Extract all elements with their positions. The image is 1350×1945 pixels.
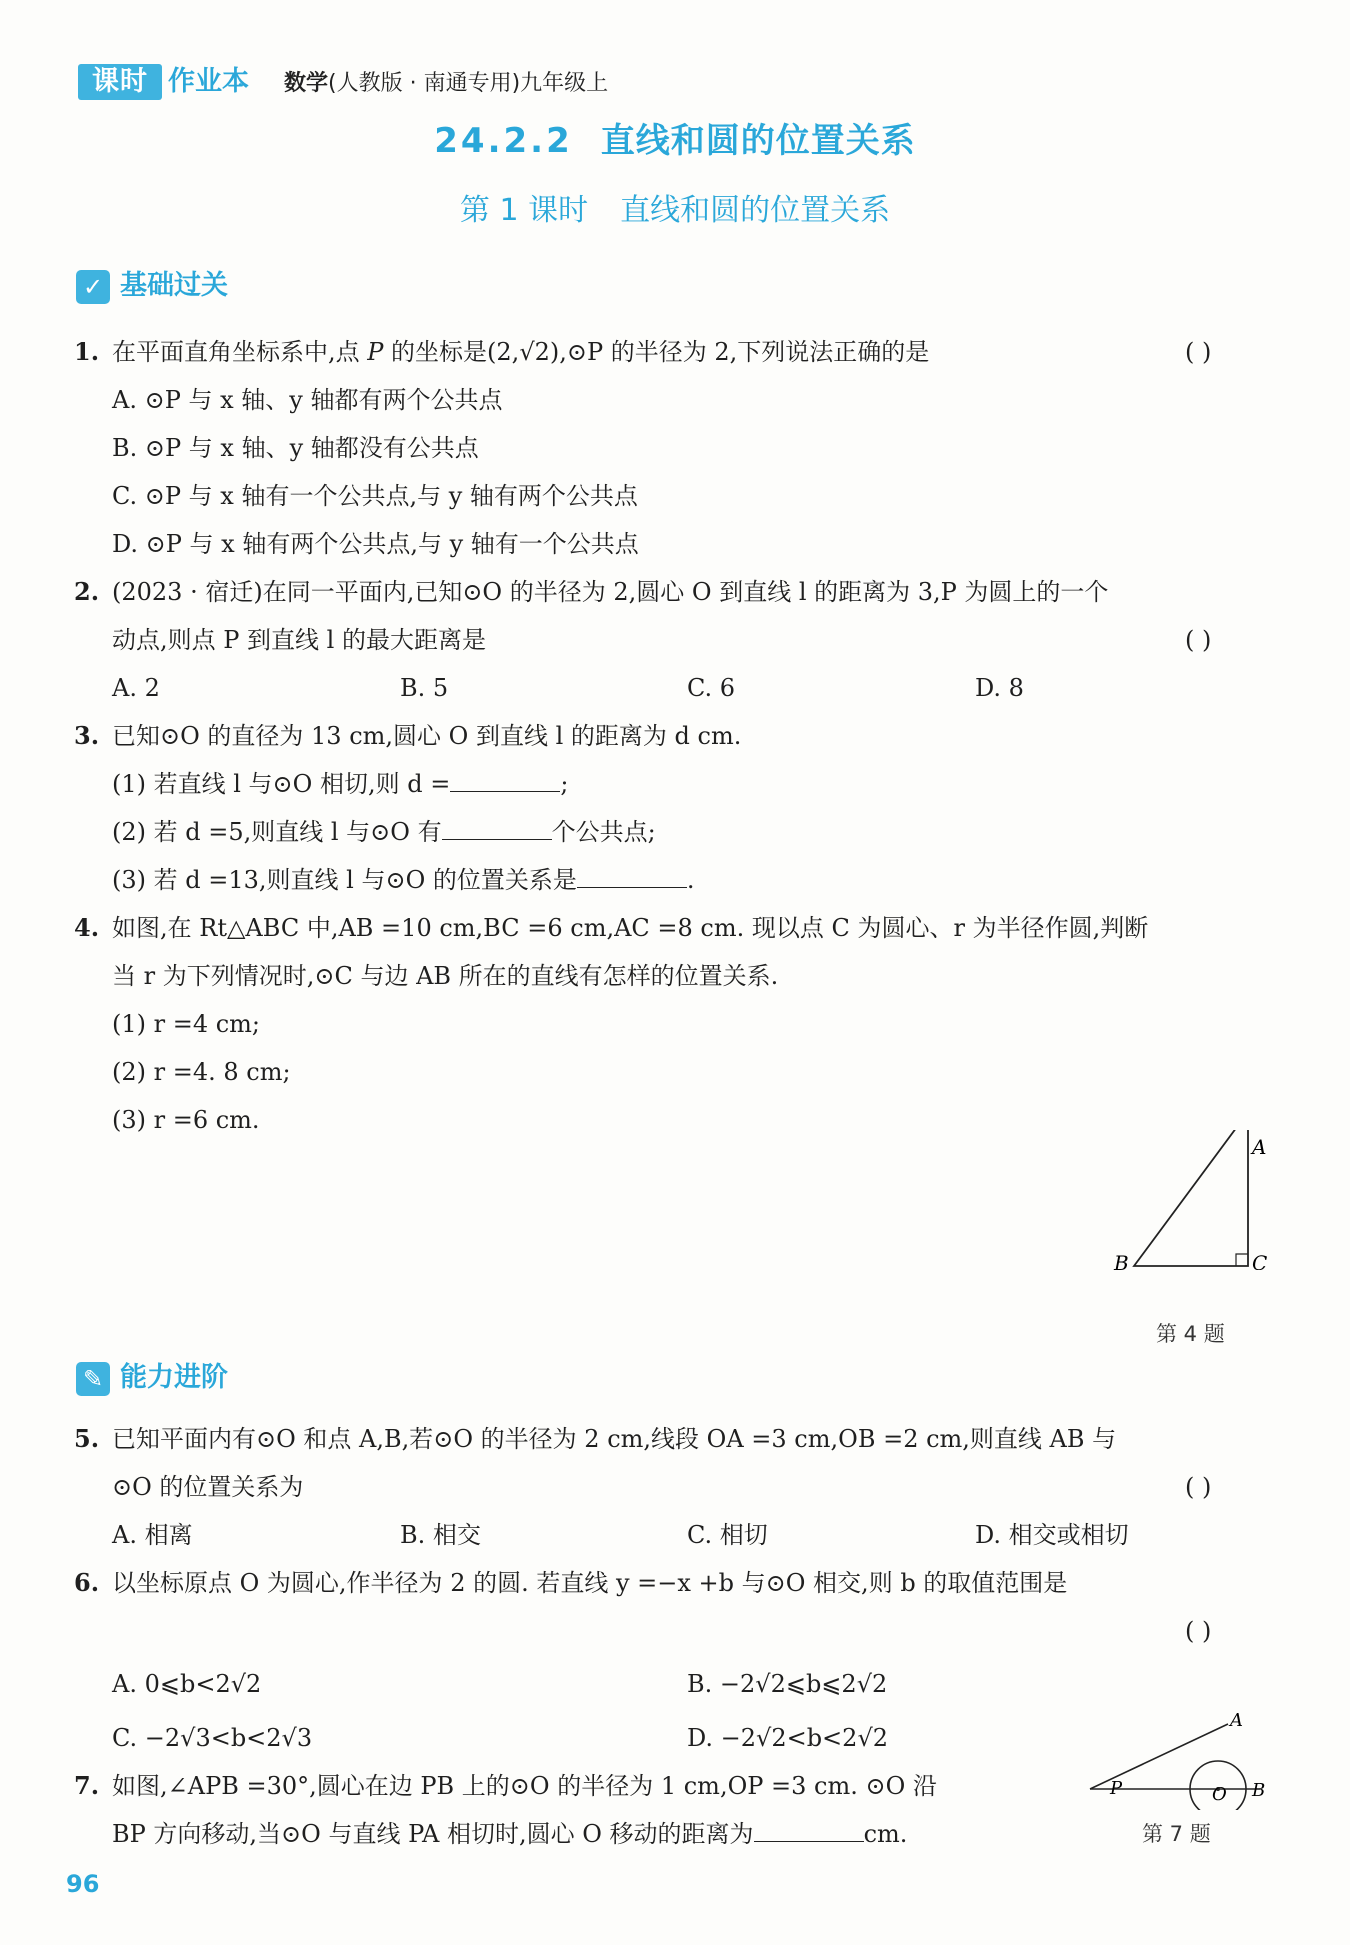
book-subtitle bbox=[284, 68, 608, 100]
q1-answer-paren: ( ) bbox=[1185, 338, 1212, 366]
section-basic bbox=[76, 268, 228, 304]
q4-label-c: C bbox=[1252, 1251, 1268, 1270]
q7-label-b: B bbox=[1252, 1780, 1266, 1801]
q7-blank[interactable] bbox=[754, 1815, 864, 1842]
q4-figure-caption: 第 4 题 bbox=[1156, 1322, 1225, 1346]
q7-angle-circle-figure bbox=[1080, 1700, 1280, 1810]
q6-answer-paren: ( ) bbox=[1185, 1617, 1212, 1645]
q7-text-1: 如图,∠APB =30°,圆心在边 PB 上的⊙O 的半径为 1 cm,OP =3 cm. ⊙O 沿 bbox=[112, 1772, 937, 1800]
q5-line1 bbox=[74, 1415, 1274, 1463]
q2-option-a: A. 2 bbox=[112, 674, 160, 702]
edition: (人教版 · 南通专用)九年级上 bbox=[328, 71, 609, 96]
q4-line1 bbox=[74, 904, 1274, 952]
q7-label-p: P bbox=[1110, 1778, 1123, 1799]
q3-number: 3. bbox=[74, 721, 100, 750]
q3-part2-text: (2) 若 d =5,则直线 l 与⊙O 有 bbox=[112, 818, 442, 846]
q3-part1 bbox=[112, 760, 568, 808]
brand-name: 作业本 bbox=[168, 66, 249, 97]
q3-stem bbox=[74, 712, 1274, 760]
q3-part3 bbox=[112, 856, 695, 904]
q4-number: 4. bbox=[74, 913, 100, 942]
q6-option-c: C. −2√3<b<2√3 bbox=[112, 1724, 313, 1752]
lesson-number: 第 1 课时 bbox=[459, 193, 589, 228]
q1-text-b: P bbox=[367, 338, 384, 366]
q3-part2 bbox=[112, 808, 656, 856]
lesson-title-text: 直线和圆的位置关系 bbox=[620, 193, 891, 228]
q5-option-c: C. 相切 bbox=[687, 1521, 768, 1549]
q2-line2: 动点,则点 P 到直线 l 的最大距离是 bbox=[112, 626, 486, 654]
q6-line1 bbox=[74, 1559, 1274, 1607]
q5-text-1: 已知平面内有⊙O 和点 A,B,若⊙O 的半径为 2 cm,线段 OA =3 cm,OB =2 cm,则直线 AB 与 bbox=[112, 1425, 1117, 1453]
q4-triangle bbox=[1134, 1130, 1248, 1266]
q1-option-b: B. ⊙P 与 x 轴、y 轴都没有公共点 bbox=[112, 434, 479, 462]
q1-sqrt: √2 bbox=[519, 338, 550, 366]
lesson-title bbox=[0, 185, 1350, 229]
q3-part3-text: (3) 若 d =13,则直线 l 与⊙O 的位置关系是 bbox=[112, 866, 577, 894]
q3-blank-3[interactable] bbox=[577, 861, 687, 888]
q7-line2 bbox=[112, 1810, 907, 1858]
section-advanced-label: 能力进阶 bbox=[120, 1362, 228, 1393]
q1-number: 1. bbox=[74, 337, 100, 366]
q5-line2: ⊙O 的位置关系为 bbox=[112, 1473, 304, 1501]
q4-part3: (3) r =6 cm. bbox=[112, 1106, 260, 1134]
q1-option-a: A. ⊙P 与 x 轴、y 轴都有两个公共点 bbox=[112, 386, 503, 414]
q3-text: 已知⊙O 的直径为 13 cm,圆心 O 到直线 l 的距离为 d cm. bbox=[112, 722, 742, 750]
q3-blank-2[interactable] bbox=[442, 813, 552, 840]
q4-part1: (1) r =4 cm; bbox=[112, 1010, 261, 1038]
q3-part1-end: ; bbox=[560, 770, 569, 798]
section-title bbox=[0, 113, 1350, 162]
q7-figure-caption: 第 7 题 bbox=[1142, 1822, 1211, 1846]
checkbox-icon: ✓ bbox=[76, 270, 110, 304]
q5-answer-paren: ( ) bbox=[1185, 1473, 1212, 1501]
q4-part2: (2) r =4. 8 cm; bbox=[112, 1058, 291, 1086]
q6-option-a: A. 0⩽b<2√2 bbox=[112, 1670, 262, 1698]
q3-blank-1[interactable] bbox=[450, 765, 560, 792]
q2-option-b: B. 5 bbox=[400, 674, 449, 702]
q1-stem bbox=[74, 328, 1274, 376]
q3-part3-end: . bbox=[686, 866, 695, 894]
q2-option-c: C. 6 bbox=[687, 674, 736, 702]
q7-label-o: O bbox=[1212, 1784, 1227, 1805]
q2-number: 2. bbox=[74, 577, 100, 606]
q3-part2-end: 个公共点; bbox=[551, 818, 656, 846]
q3-part1-text: (1) 若直线 l 与⊙O 相切,则 d = bbox=[112, 770, 451, 798]
q5-number: 5. bbox=[74, 1424, 100, 1453]
q2-answer-paren: ( ) bbox=[1185, 626, 1212, 654]
section-number: 24.2.2 bbox=[434, 121, 573, 161]
subject: 数学 bbox=[284, 71, 329, 96]
q5-option-a: A. 相离 bbox=[112, 1521, 193, 1549]
q6-option-b: B. −2√2⩽b⩽2√2 bbox=[687, 1670, 888, 1698]
q1-option-c: C. ⊙P 与 x 轴有一个公共点,与 y 轴有两个公共点 bbox=[112, 482, 638, 510]
q4-label-b: B bbox=[1114, 1251, 1129, 1270]
q1-option-d: D. ⊙P 与 x 轴有两个公共点,与 y 轴有一个公共点 bbox=[112, 530, 639, 558]
q4-line2: 当 r 为下列情况时,⊙C 与边 AB 所在的直线有怎样的位置关系. bbox=[112, 962, 779, 990]
q1-text-a: 在平面直角坐标系中,点 bbox=[112, 338, 368, 366]
q5-option-d: D. 相交或相切 bbox=[975, 1521, 1129, 1549]
q7-unit: cm. bbox=[863, 1820, 908, 1848]
q4-text-1: 如图,在 Rt△ABC 中,AB =10 cm,BC =6 cm,AC =8 cm. 现以点 C 为圆心、r 为半径作圆,判断 bbox=[112, 914, 1149, 942]
q6-number: 6. bbox=[74, 1568, 100, 1597]
q7-line1 bbox=[74, 1762, 1074, 1810]
section-advanced bbox=[76, 1360, 228, 1396]
q2-line1 bbox=[74, 568, 1274, 616]
q1-text-c: 的坐标是(2, bbox=[383, 338, 520, 366]
section-title-text: 直线和圆的位置关系 bbox=[600, 121, 916, 161]
q2-option-d: D. 8 bbox=[975, 674, 1024, 702]
section-basic-label: 基础过关 bbox=[120, 270, 228, 301]
q7-label-a: A bbox=[1230, 1710, 1243, 1731]
pencil-icon: ✎ bbox=[76, 1362, 110, 1396]
brand-logo: 课时 bbox=[78, 64, 162, 100]
q7-number: 7. bbox=[74, 1771, 100, 1800]
q5-option-b: B. 相交 bbox=[400, 1521, 481, 1549]
q4-right-angle-mark bbox=[1236, 1254, 1248, 1266]
q4-triangle-figure bbox=[1100, 1130, 1280, 1270]
q2-text-1: (2023 · 宿迁)在同一平面内,已知⊙O 的半径为 2,圆心 O 到直线 l 的距离为 3,P 为圆上的一个 bbox=[112, 578, 1109, 606]
q7-text-2: BP 方向移动,当⊙O 与直线 PA 相切时,圆心 O 移动的距离为 bbox=[112, 1820, 754, 1848]
page-number: 96 bbox=[66, 1870, 100, 1898]
q6-text-1: 以坐标原点 O 为圆心,作半径为 2 的圆. 若直线 y =−x +b 与⊙O 相交,则 b 的取值范围是 bbox=[112, 1569, 1068, 1597]
q4-label-a: A bbox=[1252, 1135, 1267, 1159]
q1-text-e: ),⊙P 的半径为 2,下列说法正确的是 bbox=[549, 338, 930, 366]
q6-option-d: D. −2√2<b<2√2 bbox=[687, 1724, 888, 1752]
